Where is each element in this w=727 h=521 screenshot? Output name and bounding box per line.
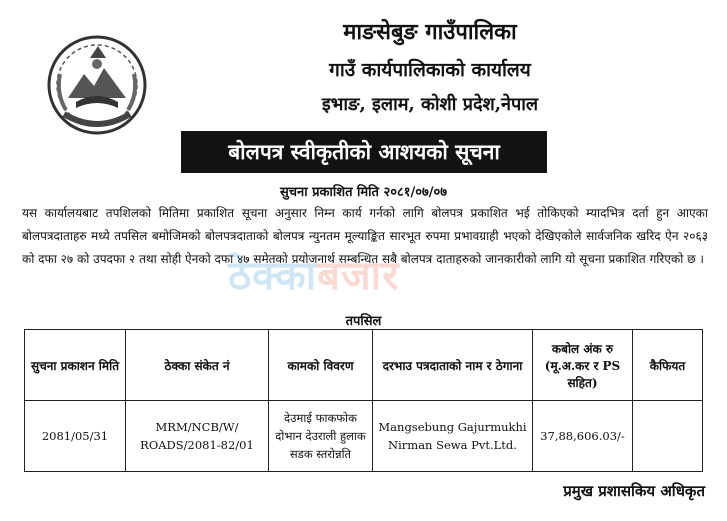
col-header-amount: कबोल अंक रु (मू.अ.कर र PS सहित) — [533, 330, 633, 401]
table-header-row — [25, 330, 703, 401]
notice-title-banner — [181, 131, 547, 173]
notice-title: बोलपत्र स्वीकृतीको आशयको सूचना — [228, 139, 500, 164]
col-header-work: कामको विवरण — [269, 330, 373, 401]
notice-body: यस कार्यालयबाट तपशिलको मितिमा प्रकाशित सूचना अनुसार निम्न कार्य गर्नको लागि बोलपत्र प्रकाशित भई तोकिएको म्यादभित्र दर्ता हुन आएका बोलपत्रदाताहरु मध्ये तपसिल बमोजिमको बोलपत्रदाताको बोलपत्र न्युनतम मूल्याङ्कित सारभूत रुपमा प्रभावग्राही भएको देखिएकोले सार्वजनिक खरिद ऐन २०६३ को दफा २७ को उपदफा २ तथा सोही ऐनको दफा ४७ समेतको प्रयोजनार्थ सम्बन्धित सबै बोलपत्र दाताहरुको जानकारीको लागि यो सूचना प्रकाशित गरिएको छ । — [22, 206, 708, 266]
municipality-name: माङसेबुङ गाउँपालिका — [343, 19, 517, 45]
col-header-contract-no: ठेक्का संकेत नं — [126, 330, 269, 401]
col-header-remarks: कैफियत — [633, 330, 703, 401]
table-row — [25, 401, 703, 472]
cell-amount: 37,88,606.03/- — [533, 401, 633, 472]
signature-title: प्रमुख प्रशासकिय अधिकृत — [563, 482, 705, 500]
published-date: सुचना प्रकाशित मिति २०८१/०७/०७ — [279, 185, 448, 200]
watermark-part1: ठेक्का — [228, 253, 318, 299]
watermark-part2: बजार — [317, 253, 400, 299]
office-name: गाउँ कार्यपालिकाको कार्यालय — [329, 59, 531, 81]
office-address: इभाङ, इलाम, कोशी प्रदेश,नेपाल — [321, 94, 539, 115]
col-header-date: सुचना प्रकाशन मिति — [25, 330, 126, 401]
cell-bidder: Mangsebung Gajurmukhi Nirman Sewa Pvt.Ltd. — [373, 401, 533, 472]
cell-work: देउमाई फाकफोक दोभान देउराली हुलाक सडक स्तरोन्नति — [269, 401, 373, 472]
cell-date: 2081/05/31 — [25, 401, 126, 472]
award-table — [24, 329, 703, 472]
col-header-bidder: दरभाउ पत्रदाताको नाम र ठेगाना — [373, 330, 533, 401]
cell-remarks — [633, 401, 703, 472]
section-title: तपसिल — [345, 314, 382, 329]
cell-contract-no: MRM/NCB/W/ ROADS/2081-82/01 — [126, 401, 269, 472]
nepal-government-emblem-icon — [46, 34, 148, 136]
watermark-logo — [228, 246, 399, 301]
